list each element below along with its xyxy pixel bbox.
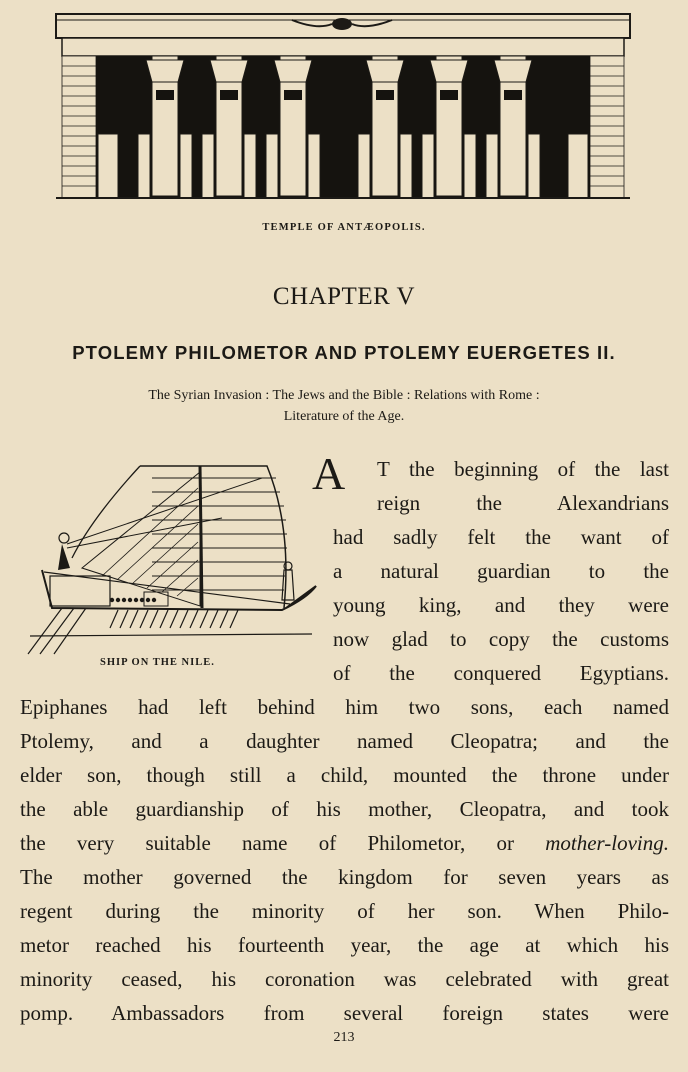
ship-illustration xyxy=(22,458,322,658)
text-line: now glad to copy the customs xyxy=(333,627,669,651)
chapter-summary xyxy=(40,385,648,427)
text-line: The mother governed the kingdom for seven years as xyxy=(20,865,669,889)
temple-caption: TEMPLE OF ANTÆOPOLIS. xyxy=(262,222,426,233)
text-line: regent during the minority of her son. When Philo- xyxy=(20,899,669,923)
text-line: a natural guardian to the xyxy=(333,559,669,583)
text-line: reign the Alexandrians xyxy=(377,491,669,515)
text-line: Ptolemy, and a daughter named Cleopatra; and the xyxy=(20,729,669,753)
text-line: minority ceased, his coronation was celebrated with great xyxy=(20,967,669,991)
text-line: metor reached his fourteenth year, the age at which his xyxy=(20,933,669,957)
text-line: of the conquered Egyptians. xyxy=(333,661,669,685)
temple-illustration xyxy=(52,10,634,202)
text-line: T the beginning of the last xyxy=(377,457,669,481)
summary-line-2: Literature of the Age. xyxy=(283,409,405,424)
drop-cap: A xyxy=(312,448,346,499)
summary-line-1: The Syrian Invasion : The Jews and the Bible : Relations with Rome : xyxy=(148,388,540,403)
page-number: 213 xyxy=(333,1030,355,1045)
text-line: pomp. Ambassadors from several foreign states were xyxy=(20,1001,669,1025)
text-line: had sadly felt the want of xyxy=(333,525,669,549)
italic-phrase: mother-loving. xyxy=(545,831,669,855)
chapter-heading: CHAPTER V xyxy=(272,283,416,310)
text-span: the very suitable name of Philometor, or xyxy=(20,831,514,855)
text-line: Epiphanes had left behind him two sons, each named xyxy=(20,695,669,719)
text-line: young king, and they were xyxy=(333,593,669,617)
ship-caption: SHIP ON THE NILE. xyxy=(100,657,215,668)
text-line: the able guardianship of his mother, Cleopatra, and took xyxy=(20,797,669,821)
text-line xyxy=(20,826,669,860)
text-line: elder son, though still a child, mounted the throne under xyxy=(20,763,669,787)
chapter-title: PTOLEMY PHILOMETOR AND PTOLEMY EUERGETES II. xyxy=(72,342,616,363)
